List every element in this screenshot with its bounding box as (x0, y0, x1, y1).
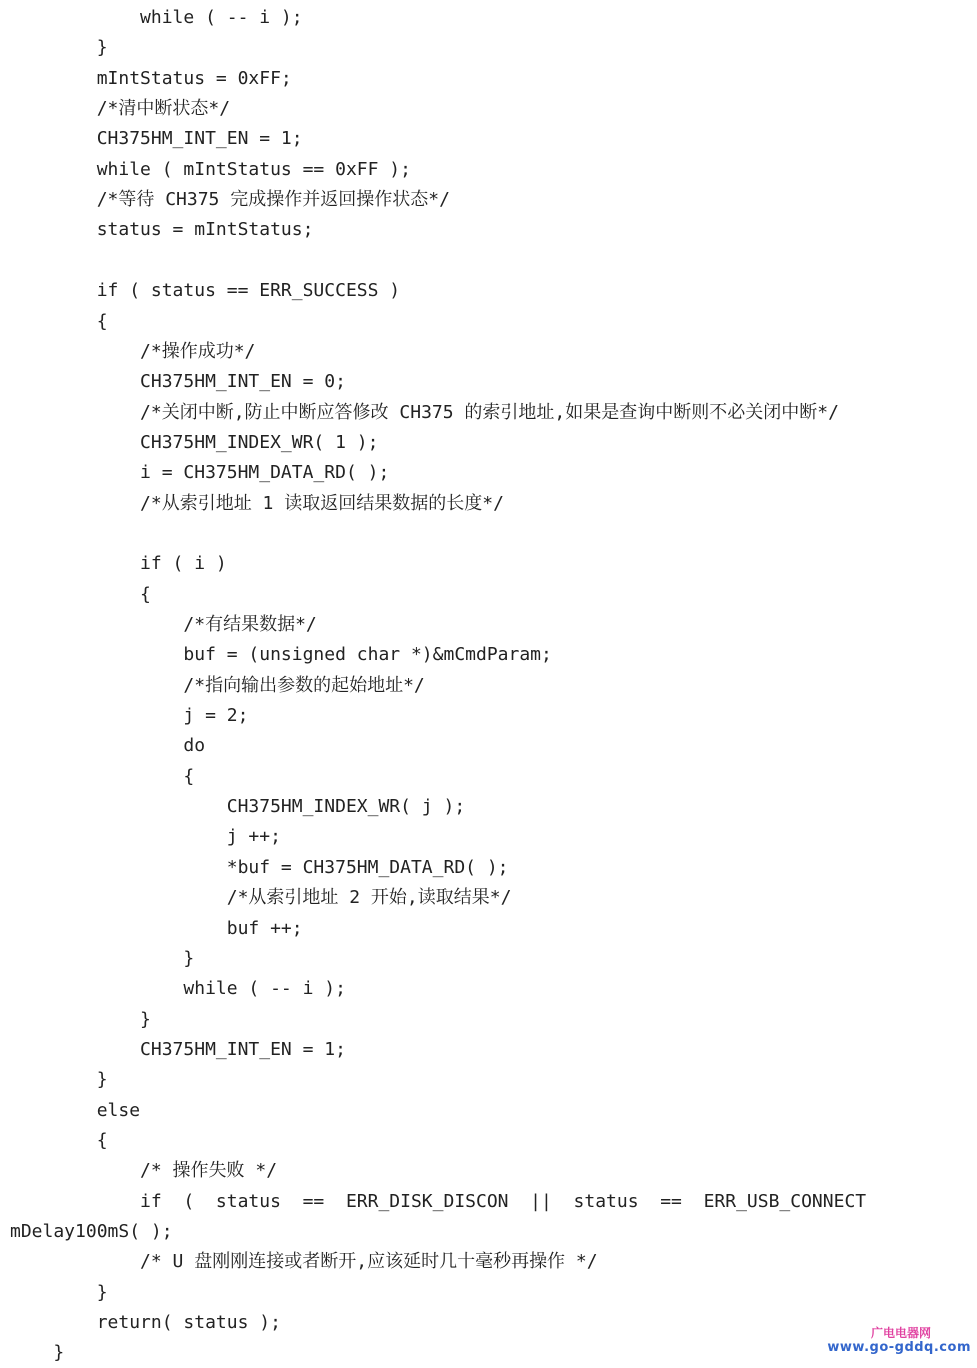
code-line: { (10, 765, 195, 787)
code-line: /*等待 CH375 完成操作并返回操作状态*/ (10, 189, 450, 211)
code-line: status = mIntStatus; (10, 219, 314, 241)
code-line: while ( mIntStatus == 0xFF ); (10, 158, 411, 180)
code-line: } (10, 1008, 151, 1030)
code-line: return( status ); (10, 1312, 281, 1334)
code-line: do (10, 735, 206, 757)
code-line: } (10, 947, 195, 969)
code-line: mDelay100mS( ); (10, 1221, 173, 1242)
code-line: if ( i ) (10, 553, 227, 575)
code-line: CH375HM_INDEX_WR( 1 ); (10, 431, 379, 453)
code-line: CH375HM_INT_EN = 0; (10, 371, 346, 393)
code-line: else (10, 1099, 141, 1121)
code-line: while ( -- i ); (10, 978, 346, 1000)
code-line: } (10, 1281, 108, 1303)
code-line: /*指向输出参数的起始地址*/ (10, 674, 425, 696)
code-line: while ( -- i ); (10, 7, 303, 28)
code-line: buf = (unsigned char *)&mCmdParam; (10, 644, 552, 666)
code-line: /* U 盘刚刚连接或者断开,应该延时几十毫秒再操作 */ (10, 1251, 598, 1273)
code-line: *buf = CH375HM_DATA_RD( ); (10, 856, 509, 878)
code-line: if ( status == ERR_SUCCESS ) (10, 280, 401, 302)
watermark-site-name: 广电电器网 (870, 1326, 931, 1340)
code-line: /* 操作失败 */ (10, 1160, 278, 1182)
code-line: mIntStatus = 0xFF; (10, 67, 292, 89)
watermark (811, 1326, 971, 1360)
code-line: j ++; (10, 826, 281, 848)
code-line: /*清中断状态*/ (10, 98, 231, 120)
code-line: buf ++; (10, 917, 303, 939)
code-line: j = 2; (10, 705, 249, 727)
code-line: /*有结果数据*/ (10, 614, 317, 635)
code-line: CH375HM_INT_EN = 1; (10, 128, 303, 150)
code-line: /*从索引地址 2 开始,读取结果*/ (10, 887, 512, 909)
watermark-url: www.go-gddq.com (827, 1340, 971, 1355)
code-line: i = CH375HM_DATA_RD( ); (10, 462, 390, 484)
code-line: { (10, 583, 151, 605)
code-line: } (10, 1342, 65, 1364)
code-line: CH375HM_INT_EN = 1; (10, 1038, 346, 1060)
code-line: CH375HM_INDEX_WR( j ); (10, 796, 466, 818)
code-line: } (10, 37, 108, 59)
code-line: { (10, 310, 108, 332)
code-line: } (10, 1069, 108, 1091)
code-line: if ( status == ERR_DISK_DISCON || status == ERR_USB_CONNECT (10, 1190, 867, 1212)
code-line: { (10, 1129, 108, 1151)
code-line: /*关闭中断,防止中断应答修改 CH375 的索引地址,如果是查询中断则不必关闭中断*/ (10, 401, 839, 423)
code-line: /*操作成功*/ (10, 340, 256, 362)
code-line: /*从索引地址 1 读取返回结果数据的长度*/ (10, 492, 504, 514)
